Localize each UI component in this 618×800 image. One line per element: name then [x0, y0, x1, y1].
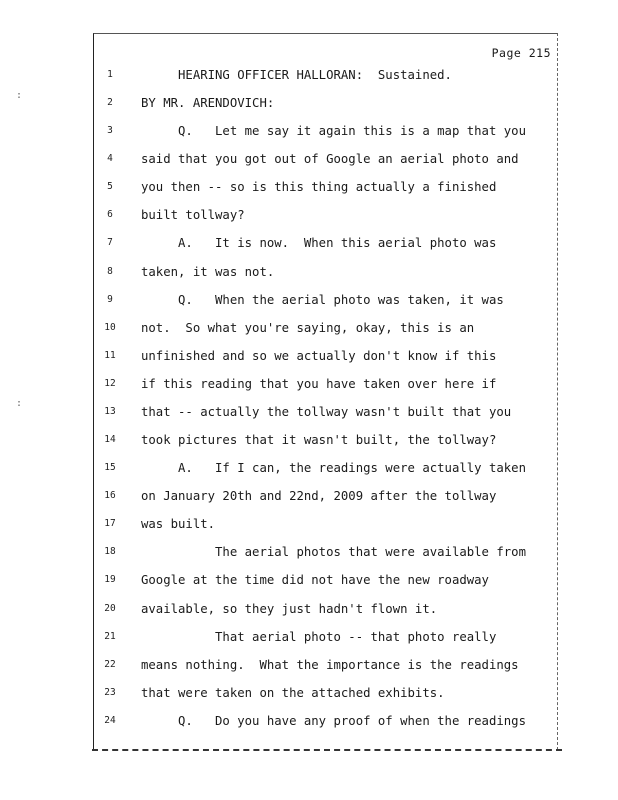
line-text: A. If I can, the readings were actually taken — [141, 461, 526, 476]
transcript-line — [94, 65, 559, 85]
transcript-line — [94, 430, 559, 450]
transcript-line — [94, 374, 559, 394]
line-text: HEARING OFFICER HALLORAN: Sustained. — [141, 68, 452, 82]
line-text: Q. Let me say it again this is a map that you — [141, 124, 526, 139]
line-number: 24 — [104, 714, 116, 726]
line-number: 15 — [104, 462, 116, 474]
transcript-page — [93, 33, 558, 750]
line-text: took pictures that it wasn't built, the tollway? — [141, 433, 497, 448]
transcript-line — [94, 346, 559, 366]
transcript-line — [94, 262, 559, 282]
transcript-line — [94, 683, 559, 703]
line-text: BY MR. ARENDOVICH: — [141, 96, 275, 111]
line-text: Q. Do you have any proof of when the readings — [141, 713, 526, 728]
line-text: Google at the time did not have the new roadway — [141, 573, 489, 588]
transcript-line — [94, 542, 559, 562]
line-number: 23 — [104, 686, 116, 698]
transcript-line — [94, 290, 559, 310]
transcript-line — [94, 514, 559, 534]
line-text: said that you got out of Google an aerial photo and — [141, 152, 519, 167]
transcript-line — [94, 458, 559, 478]
transcript-line — [94, 627, 559, 647]
line-text: that were taken on the attached exhibits. — [141, 685, 445, 700]
line-text: not. So what you're saying, okay, this is an — [141, 320, 475, 335]
line-number: 9 — [107, 293, 113, 305]
line-number: 13 — [104, 405, 116, 417]
transcript-line — [94, 205, 559, 225]
transcript-line — [94, 149, 559, 169]
transcript-line — [94, 177, 559, 197]
transcript-line — [94, 570, 559, 590]
line-text: That aerial photo -- that photo really — [141, 629, 497, 644]
line-number: 5 — [107, 181, 113, 193]
line-text: Q. When the aerial photo was taken, it was — [141, 292, 504, 307]
line-text: on January 20th and 22nd, 2009 after the tollway — [141, 489, 497, 504]
line-number: 16 — [104, 490, 116, 502]
line-number: 21 — [104, 630, 116, 642]
line-text: means nothing. What the importance is the readings — [141, 657, 519, 672]
transcript-line — [94, 402, 559, 422]
transcript-line — [94, 655, 559, 675]
line-number: 4 — [107, 153, 113, 165]
line-number: 1 — [107, 69, 113, 80]
transcript-line — [94, 318, 559, 338]
line-number: 22 — [104, 658, 116, 670]
line-text: A. It is now. When this aerial photo was — [141, 236, 497, 251]
line-text: unfinished and so we actually don't know if this — [141, 348, 497, 363]
line-text: The aerial photos that were available from — [141, 545, 526, 560]
line-number: 14 — [104, 434, 116, 446]
transcript-line — [94, 233, 559, 253]
line-number: 17 — [104, 518, 116, 530]
line-number: 3 — [107, 125, 113, 137]
transcript-line — [94, 711, 559, 731]
line-text: built tollway? — [141, 208, 245, 223]
transcript-line — [94, 121, 559, 141]
line-number: 11 — [104, 349, 116, 361]
transcript-line — [94, 486, 559, 506]
line-text: taken, it was not. — [141, 264, 275, 279]
line-number: 10 — [104, 321, 116, 333]
line-text: you then -- so is this thing actually a finished — [141, 180, 497, 195]
page-bottom-border — [92, 749, 562, 751]
line-number: 19 — [104, 574, 116, 586]
transcript-line — [94, 93, 559, 113]
line-number: 7 — [107, 237, 113, 249]
line-text: that -- actually the tollway wasn't built that you — [141, 404, 512, 419]
margin-mark: : — [16, 398, 23, 409]
line-number: 8 — [107, 265, 113, 277]
line-number: 6 — [107, 209, 113, 221]
line-number: 12 — [104, 377, 116, 389]
line-number: 20 — [104, 602, 116, 614]
line-text: was built. — [141, 517, 216, 532]
line-text: available, so they just hadn't flown it. — [141, 601, 438, 616]
transcript-line — [94, 599, 559, 619]
page-number: Page 215 — [491, 46, 551, 60]
line-number: 18 — [104, 546, 116, 558]
line-number: 2 — [107, 97, 113, 109]
margin-mark: : — [16, 90, 23, 101]
line-text: if this reading that you have taken over here if — [141, 376, 497, 391]
